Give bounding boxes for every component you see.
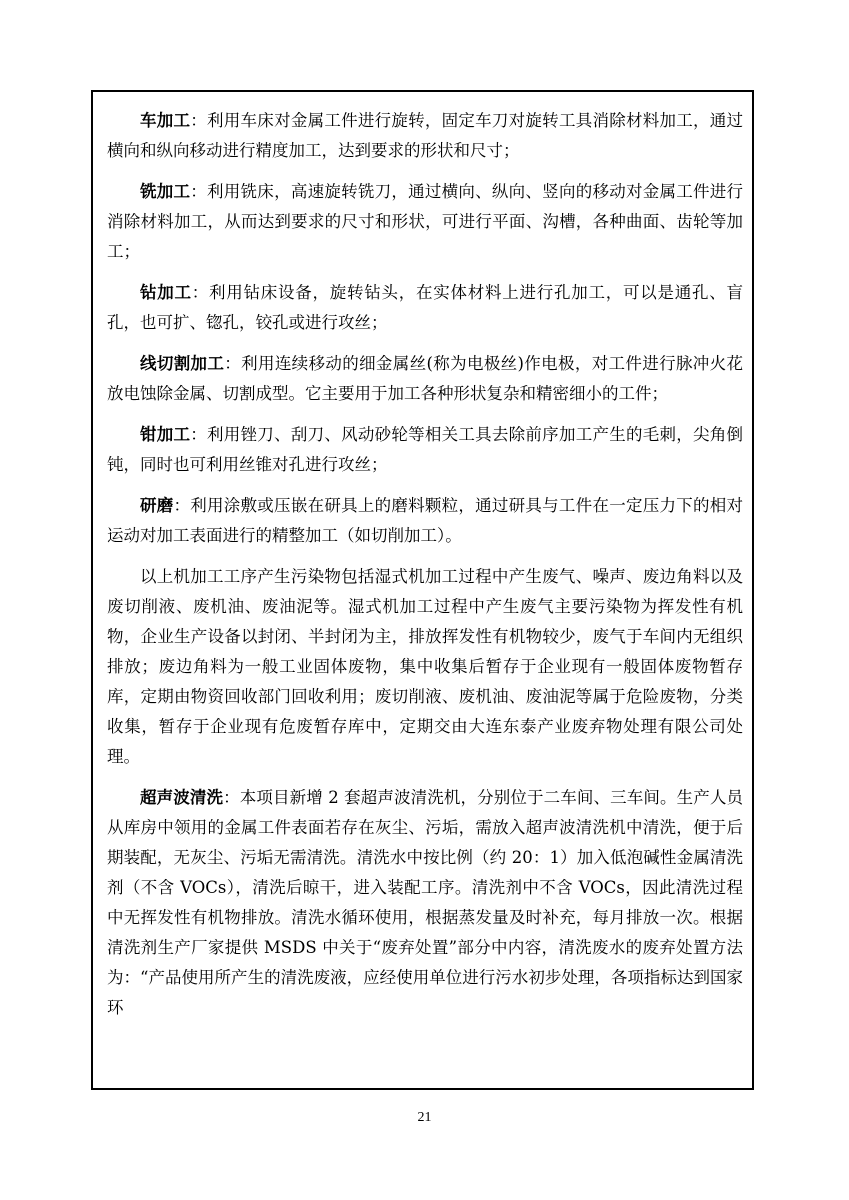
- paragraph-grinding: [107, 491, 743, 551]
- paragraph-text: ：利用铣床，高速旋转铣刀，通过横向、纵向、竖向的移动对金属工件进行消除材料加工，从而达到要求的尺寸和形状，可进行平面、沟槽，各种曲面、齿轮等加工；: [107, 182, 744, 261]
- paragraph-text: ：利用连续移动的细金属丝(称为电极丝)作电极，对工件进行脉冲火花放电蚀除金属、切割成型。它主要用于加工各种形状复杂和精密细小的工件；: [107, 354, 744, 403]
- paragraph-heading: 铣加工: [140, 182, 191, 201]
- paragraph-heading: 超声波清洗: [140, 788, 224, 807]
- paragraph-drilling: [107, 278, 743, 338]
- paragraph-heading: 线切割加工: [140, 354, 225, 373]
- paragraph-ultrasonic-cleaning: [107, 783, 743, 1023]
- paragraph-milling: [107, 177, 743, 267]
- paragraph-text: ：利用锉刀、刮刀、风动砂轮等相关工具去除前序加工产生的毛刺，尖角倒钝，同时也可利用丝锥对孔进行攻丝；: [107, 425, 744, 474]
- paragraph-text: ：利用涂敷或压嵌在研具上的磨料颗粒，通过研具与工件在一定压力下的相对运动对加工表面进行的精整加工（如切削加工）。: [107, 496, 744, 545]
- document-body: [107, 106, 743, 1034]
- paragraph-heading: 车加工: [140, 111, 191, 130]
- document-frame: [91, 90, 754, 1090]
- paragraph-turning: [107, 106, 743, 166]
- paragraph-wire-cutting: [107, 349, 743, 409]
- paragraph-text: ：利用车床对金属工件进行旋转，固定车刀对旋转工具消除材料加工，通过横向和纵向移动进行精度加工，达到要求的形状和尺寸；: [107, 111, 744, 160]
- paragraph-heading: 研磨: [140, 496, 174, 515]
- paragraph-fitting: [107, 420, 743, 480]
- page-number: 21: [417, 1110, 432, 1125]
- paragraph-text: ：本项目新增 2 套超声波清洗机，分别位于二车间、三车间。生产人员从库房中领用的金属工件表面若存在灰尘、污垢，需放入超声波清洗机中清洗，便于后期装配，无灰尘、污垢无需清洗。清洗水中按比例（约 20：1）加入低泡碱性金属清洗剂（不含 VOCs），清洗后晾干，进入装配工序。清洗剂中不含 VOCs，因此清洗过程中无挥发性有机物排放。清洗水循环使用，根据蒸发量及时补充，每月排放一次。根据清洗剂生产厂家提供 MSDS 中关于“废弃处置”部分中内容，清洗废水的废弃处置方法为：“产品使用所产生的清洗废液，应经使用单位进行污水初步处理，各项指标达到国家环: [107, 788, 743, 1017]
- paragraph-text: 以上机加工工序产生污染物包括湿式机加工过程中产生废气、噪声、废边角料以及废切削液、废机油、废油泥等。湿式机加工过程中产生废气主要污染物为挥发性有机物，企业生产设备以封闭、半封闭为主，排放挥发性有机物较少，废气于车间内无组织排放；废边角料为一般工业固体废物，集中收集后暂存于企业现有一般固体废物暂存库，定期由物资回收部门回收利用；废切削液、废机油、废油泥等属于危险废物，分类收集，暂存于企业现有危废暂存库中，定期交由大连东泰产业废弃物处理有限公司处理。: [107, 567, 743, 766]
- paragraph-heading: 钻加工: [140, 283, 192, 302]
- paragraph-text: ：利用钻床设备，旋转钻头，在实体材料上进行孔加工，可以是通孔、盲孔，也可扩、锪孔，铰孔或进行攻丝；: [107, 283, 743, 332]
- paragraph-heading: 钳加工: [140, 425, 191, 444]
- paragraph-pollutants: [107, 562, 743, 772]
